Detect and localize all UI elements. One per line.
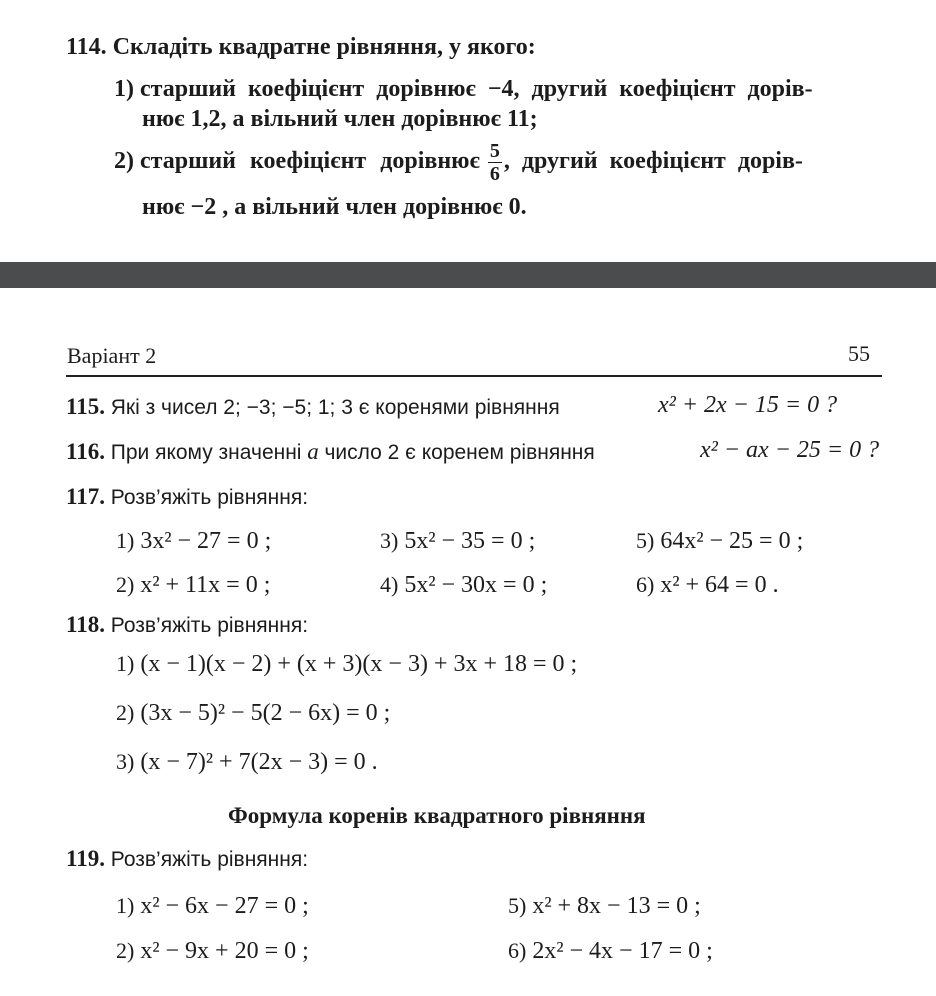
page-divider: [0, 262, 936, 288]
problem-116-equation: x² − ax − 25 = 0 ?: [700, 437, 880, 463]
item-equation: (x − 1)(x − 2) + (x + 3)(x − 3) + 3x + 18 = 0 ;: [140, 651, 578, 677]
header-rule: [66, 375, 882, 377]
item-number: 3): [380, 528, 399, 553]
section-title: Формула коренів квадратного рівняння: [228, 803, 646, 828]
item-equation: (x − 7)² + 7(2x − 3) = 0 .: [140, 749, 378, 775]
item-equation: x² + 11x = 0 ;: [140, 572, 271, 598]
problem-119-item-2: [116, 938, 309, 965]
problem-118-item-1: [116, 651, 577, 678]
problem-117-title: [66, 484, 308, 510]
problem-text: Розв’яжіть рівняння:: [110, 486, 309, 509]
problem-number: 118.: [66, 612, 105, 637]
item-number: 4): [380, 572, 399, 597]
fraction: [488, 141, 502, 184]
problem-number: 119.: [66, 846, 105, 871]
problem-number: 117.: [66, 484, 105, 509]
page-number: 55: [848, 341, 870, 366]
problem-114-item-1-cont: нює 1,2, а вільний член дорівнює 11;: [142, 106, 538, 132]
problem-117-item-6: [636, 572, 779, 599]
problem-text: Складіть квадратне рівняння, у якого:: [112, 34, 536, 60]
problem-114-item-2: [114, 141, 803, 184]
problem-119-item-1: [116, 893, 309, 920]
item-text: старший коефіцієнт дорівнює: [140, 148, 480, 175]
problem-text: Розв’яжіть рівняння:: [110, 614, 309, 637]
problem-number: 116.: [66, 439, 105, 464]
item-equation: 2x² − 4x − 17 = 0 ;: [532, 938, 713, 964]
problem-number: 114.: [66, 34, 107, 60]
item-equation: x² + 64 = 0 .: [660, 572, 779, 598]
item-number: 1): [116, 651, 135, 676]
problem-119-item-6: [508, 938, 713, 965]
item-number: 5): [508, 893, 527, 918]
problem-114-item-2-cont: нює −2 , а вільний член дорівнює 0.: [142, 194, 527, 220]
problem-117-item-5: [636, 528, 803, 555]
item-equation: (3x − 5)² − 5(2 − 6x) = 0 ;: [140, 700, 391, 726]
problem-117-item-4: [380, 572, 547, 599]
item-number: 1): [116, 528, 135, 553]
item-number: 5): [636, 528, 655, 553]
item-equation: 5x² − 30x = 0 ;: [404, 572, 548, 598]
problem-115: [66, 394, 560, 420]
item-number: 2): [116, 572, 135, 597]
problem-119-title: [66, 846, 308, 872]
problem-118-item-2: [116, 700, 390, 727]
item-equation: 5x² − 35 = 0 ;: [404, 528, 536, 554]
problem-text-continued: число 2 є коренем рівняння: [324, 441, 595, 464]
problem-118-title: [66, 612, 308, 638]
item-number: 1): [114, 76, 134, 102]
problem-117-item-3: [380, 528, 535, 555]
item-number: 2): [114, 148, 134, 175]
problem-114-item-1: [114, 76, 813, 103]
item-text: старший коефіцієнт дорівнює −4, другий коефіцієнт дорів-: [140, 76, 813, 102]
item-number: 6): [508, 938, 527, 963]
problem-116: [66, 439, 595, 465]
item-number: 2): [116, 938, 135, 963]
item-number: 6): [636, 572, 655, 597]
problem-114-title: [66, 34, 536, 61]
problem-119-item-5: [508, 893, 701, 920]
fraction-numerator: 5: [489, 140, 500, 162]
problem-118-item-3: [116, 749, 378, 776]
problem-text: При якому значенні: [110, 441, 302, 464]
problem-117-item-2: [116, 572, 270, 599]
problem-number: 115.: [66, 394, 105, 419]
problem-117-item-1: [116, 528, 271, 555]
item-equation: x² − 6x − 27 = 0 ;: [140, 893, 309, 919]
item-equation: x² − 9x + 20 = 0 ;: [140, 938, 309, 964]
item-text-continued: , другий коефіцієнт дорів-: [503, 148, 803, 175]
item-equation: 64x² − 25 = 0 ;: [660, 528, 804, 554]
page-header-variant: Варіант 2: [67, 343, 157, 368]
problem-text: Які з чисел 2; −3; −5; 1; 3 є коренями рівняння: [110, 396, 560, 419]
variable-a: a: [307, 439, 319, 464]
fraction-denominator: 6: [489, 163, 500, 185]
item-number: 2): [116, 700, 135, 725]
item-equation: 3x² − 27 = 0 ;: [140, 528, 272, 554]
item-number: 3): [116, 749, 135, 774]
problem-115-equation: x² + 2x − 15 = 0 ?: [658, 392, 838, 418]
item-number: 1): [116, 893, 135, 918]
problem-text: Розв’яжіть рівняння:: [110, 848, 309, 871]
item-equation: x² + 8x − 13 = 0 ;: [532, 893, 701, 919]
